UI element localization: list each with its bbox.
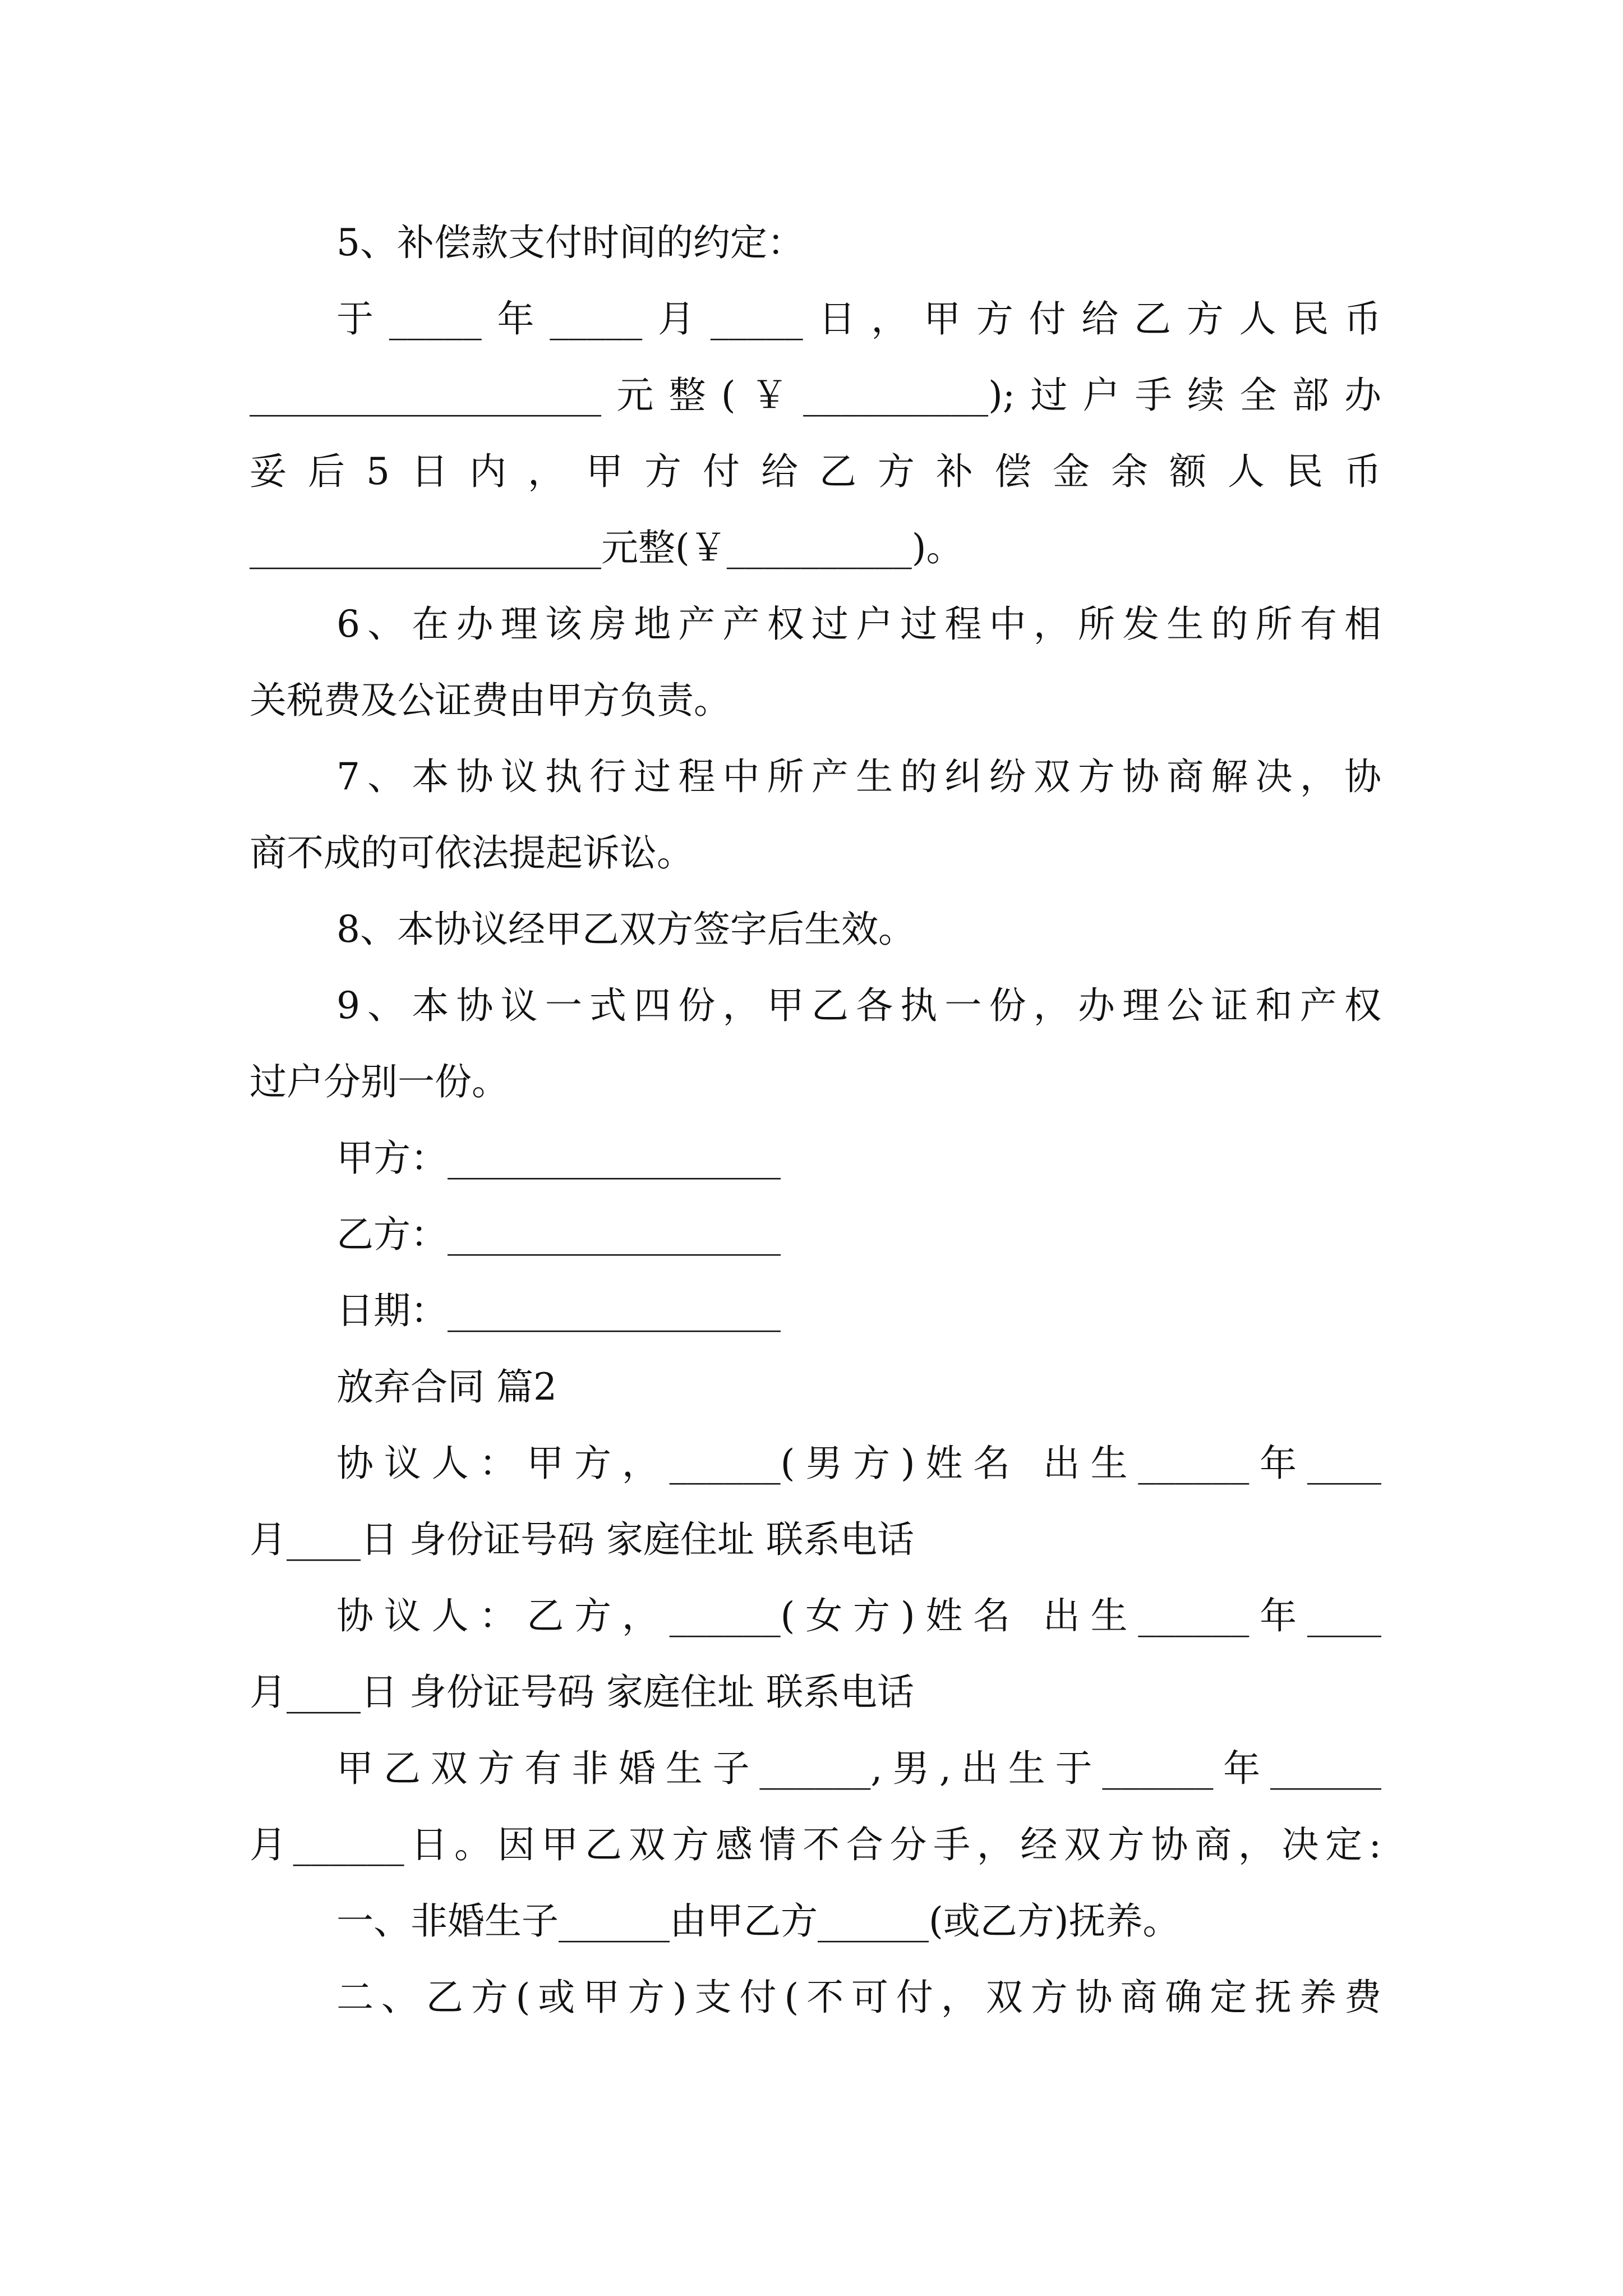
doc-line-6: 6、在办理该房地产产权过户过程中，所发生的所有相	[336, 602, 1381, 646]
doc-line-24: 二、乙方(或甲方)支付(不可付，双方协商确定抚养费	[336, 1976, 1381, 2019]
section-heading: 放弃合同 篇2	[336, 1365, 557, 1409]
doc-line-1: 5、补偿款支付时间的约定：	[336, 221, 804, 264]
signature-party-a: 甲方：__________________	[336, 1137, 781, 1180]
doc-line-23: 一、非婚生子______由甲乙方______(或乙方)抚养。	[336, 1899, 1180, 1943]
doc-line-20: 月____日 身份证号码 家庭住址 联系电话	[250, 1671, 914, 1714]
doc-line-10: 8、本协议经甲乙双方签字后生效。	[336, 908, 915, 951]
doc-line-11: 9、本协议一式四份，甲乙各执一份，办理公证和产权	[336, 984, 1381, 1027]
doc-line-5: ___________________元整(￥__________)。	[250, 526, 963, 569]
doc-line-17: 协议人：甲方，______(男方)姓名 出生______年____	[336, 1442, 1381, 1485]
doc-line-18: 月____日 身份证号码 家庭住址 联系电话	[250, 1518, 914, 1561]
doc-line-2: 于_____年_____月_____日，甲方付给乙方人民币	[336, 297, 1381, 341]
doc-line-8: 7、本协议执行过程中所产生的纠纷双方协商解决，协	[336, 755, 1381, 798]
doc-line-9: 商不成的可依法提起诉讼。	[250, 831, 694, 875]
doc-line-22: 月______日。因甲乙双方感情不合分手，经双方协商，决定:	[250, 1823, 1381, 1866]
doc-line-12: 过户分别一份。	[250, 1060, 509, 1103]
doc-line-7: 关税费及公证费由甲方负责。	[250, 679, 731, 722]
signature-date: 日期：__________________	[336, 1289, 781, 1332]
doc-line-3: ___________________元整(￥__________);过户手续全部办	[250, 374, 1381, 417]
doc-line-21: 甲乙双方有非婚生子______,男,出生于______年______	[336, 1747, 1381, 1790]
doc-line-19: 协议人：乙方，______(女方)姓名 出生______年____	[336, 1594, 1381, 1637]
signature-party-b: 乙方：__________________	[336, 1213, 781, 1256]
doc-line-4: 妥后5日内，甲方付给乙方补偿金余额人民币	[250, 450, 1381, 493]
